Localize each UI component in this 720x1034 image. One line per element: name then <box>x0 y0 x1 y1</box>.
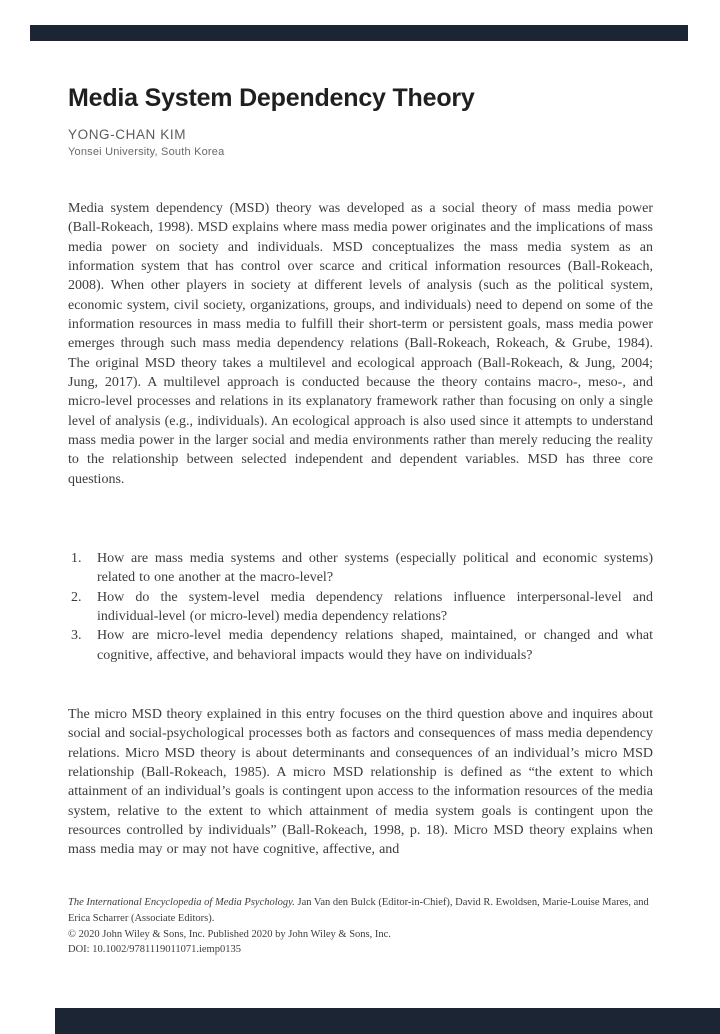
footnote-editors-text: Jan Van den Bulck (Editor-in-Chief), David R. Ewoldsen, Marie-Louise Mares, and Erica Scharrer (Associate Editors). <box>68 897 649 924</box>
previous-page-edge-bar <box>30 25 688 41</box>
author-name: YONG-CHAN KIM <box>68 127 187 142</box>
footnote-editors-line <box>68 895 663 927</box>
intro-paragraph: Media system dependency (MSD) theory was developed as a social theory of mass media power (Ball-Rokeach, 1998). MSD explains where mass media power originates and the implications of mass media power on society and individuals. MSD conceptualizes the mass media system as an information system that has control over scarce and critical information resources (Ball-Rokeach, 2008). When other players in society at different levels of analysis (such as the political system, economic system, civil society, organizations, groups, and individuals) need to depend on some of the information resources in mass media to fulfill their short-term or persistent goals, mass media power emerges through such mass media dependency relations (Ball-Rokeach, Rokeach, & Grube, 1984). The original MSD theory takes a multilevel and ecological approach (Ball-Rokeach, & Jung, 2004; Jung, 2017). A multilevel approach is conducted because the theory contains macro-, meso-, and micro-level processes and relations in its explanatory framework rather than focusing on only a single level of analysis (e.g., individuals). An ecological approach is also used since it attempts to understand mass media power in the larger social and media environments rather than merely reducing the reality to the relationship between selected independent and dependent variables. MSD has three core questions. <box>68 201 653 487</box>
footnote-copyright-line: © 2020 John Wiley & Sons, Inc. Published 2020 by John Wiley & Sons, Inc. <box>68 928 391 940</box>
list-item <box>68 626 653 665</box>
encyclopedia-series-title: The International Encyclopedia of Media Psychology. <box>68 897 295 908</box>
author-affiliation: Yonsei University, South Korea <box>68 146 225 158</box>
core-questions-list <box>68 549 653 665</box>
list-item-number: 2. <box>71 589 82 605</box>
list-item-number: 3. <box>71 628 82 644</box>
list-item <box>68 549 653 588</box>
footnote-doi-line: DOI: 10.1002/9781119011071.iemp0135 <box>68 944 241 956</box>
list-item-text: How are mass media systems and other systems (especially political and economic systems) related to one another at the macro-level? <box>97 551 653 586</box>
article-title: Media System Dependency Theory <box>68 84 475 112</box>
next-page-edge-bar <box>55 1008 720 1034</box>
list-item-text: How are micro-level media dependency relations shaped, maintained, or changed and what cognitive, affective, and behavioral impacts would they have on individuals? <box>97 628 653 663</box>
list-item-text: How do the system-level media dependency relations influence interpersonal-level and individual-level (or micro-level) media dependency relations? <box>97 589 653 625</box>
body-paragraph: The micro MSD theory explained in this entry focuses on the third question above and inquires about social and social-psychological processes both as factors and consequences of mass media dependency relations. Micro MSD theory is about determinants and consequences of an individual’s micro MSD relationship (Ball-Rokeach, 1985). A micro MSD relationship is defined as “the extent to which attainment of an individual’s goals is contingent upon access to the information resources of the media system, relative to the extent to which attainment of media system goals is contingent upon the resources controlled by individuals” (Ball-Rokeach, 1998, p. 18). Micro MSD theory explains when mass media may or may not have cognitive, affective, and <box>68 707 653 858</box>
list-item <box>68 588 653 627</box>
credit-footnote <box>68 895 663 958</box>
list-item-number: 1. <box>71 551 82 566</box>
